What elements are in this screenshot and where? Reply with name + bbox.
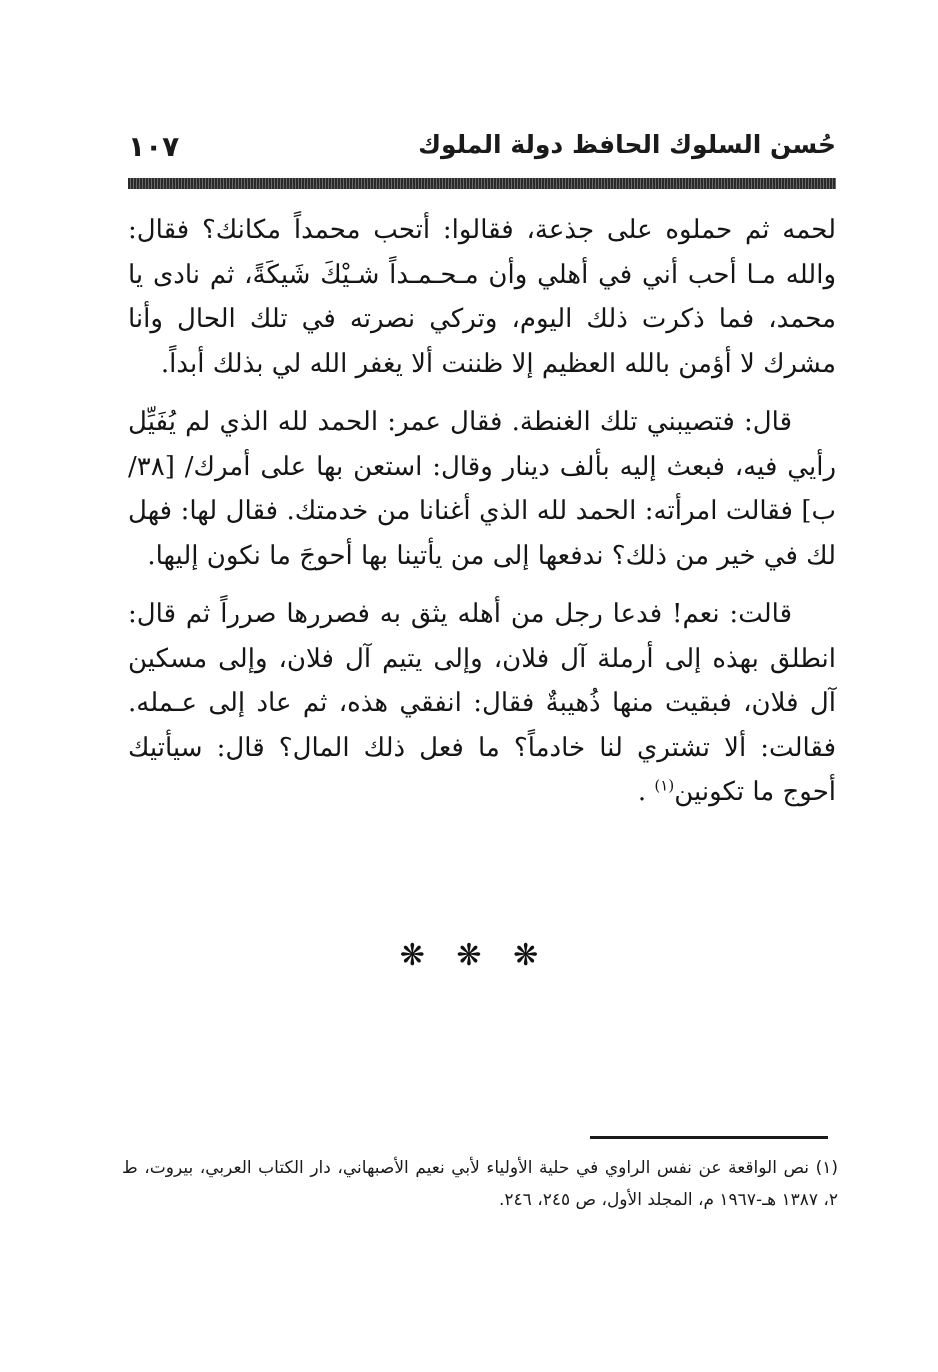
paragraph-3 [128, 592, 836, 815]
page-header [128, 130, 836, 170]
running-title: حُسن السلوك الحافظ دولة الملوك [418, 130, 836, 159]
paragraph-2: قال: فتصيبني تلك الغنطة. فقال عمر: الحمد لله الذي لم يُفَيِّل رأيي فيه، فبعث إليه بألف دينار وقال: استعن بها على أمرك/ [٣٨/ ب] فقالت امرأته: الحمد لله الذي أغنانا من خدمتك. فقال لها: فهل لك في خير من ذلك؟ ندفعها إلى من يأتينا بها أحوجَ ما نكون إليها. [128, 407, 836, 571]
paragraph-3-text: قالت: نعم! فدعا رجل من أهله يثق به فصررها صرراً ثم قال: انطلق بهذه إلى أرملة آل فلان، وإلى يتيم آل فلان، وإلى مسكين آل فلان، فبقيت منها ذُهيبةٌ فقال: انفقي هذه، ثم عاد إلى عـمله. فقالت: ألا تشتري لنا خادماً؟ ما فعل ذلك المال؟ قال: سيأتيك أحوج ما تكونين [128, 599, 836, 807]
footnote: (١) نص الواقعة عن نفس الراوي في حلية الأولياء لأبي نعيم الأصبهاني، دار الكتاب العربي، بيروت، ط ٢، ١٣٨٧ هـ-١٩٦٧ م، المجلد الأول، ص ٢٤٥، ٢٤٦. [122, 1158, 838, 1210]
paragraph-1: لحمه ثم حملوه على جذعة، فقالوا: أتحب محمداً مكانك؟ فقال: والله مـا أحب أني في أهلي وأن مـحـمـداً شـيْكَ شَيكَةً، ثم نادى يا محمد، فما ذكرت ذلك اليوم، وتركي نصرته في تلك الحال وأنا مشرك لا أؤمن بالله العظيم إلا ظننت ألا يغفر الله لي بذلك أبداً. [128, 215, 836, 379]
page-number: ١٠٧ [128, 130, 180, 163]
header-rule [128, 178, 836, 189]
footnote-reference: (١) [654, 776, 675, 795]
section-ornament: ❋ ❋ ❋ [399, 938, 539, 973]
paragraph-3-end: . [637, 777, 655, 807]
main-text [128, 208, 836, 829]
footnote-rule [590, 1136, 828, 1139]
